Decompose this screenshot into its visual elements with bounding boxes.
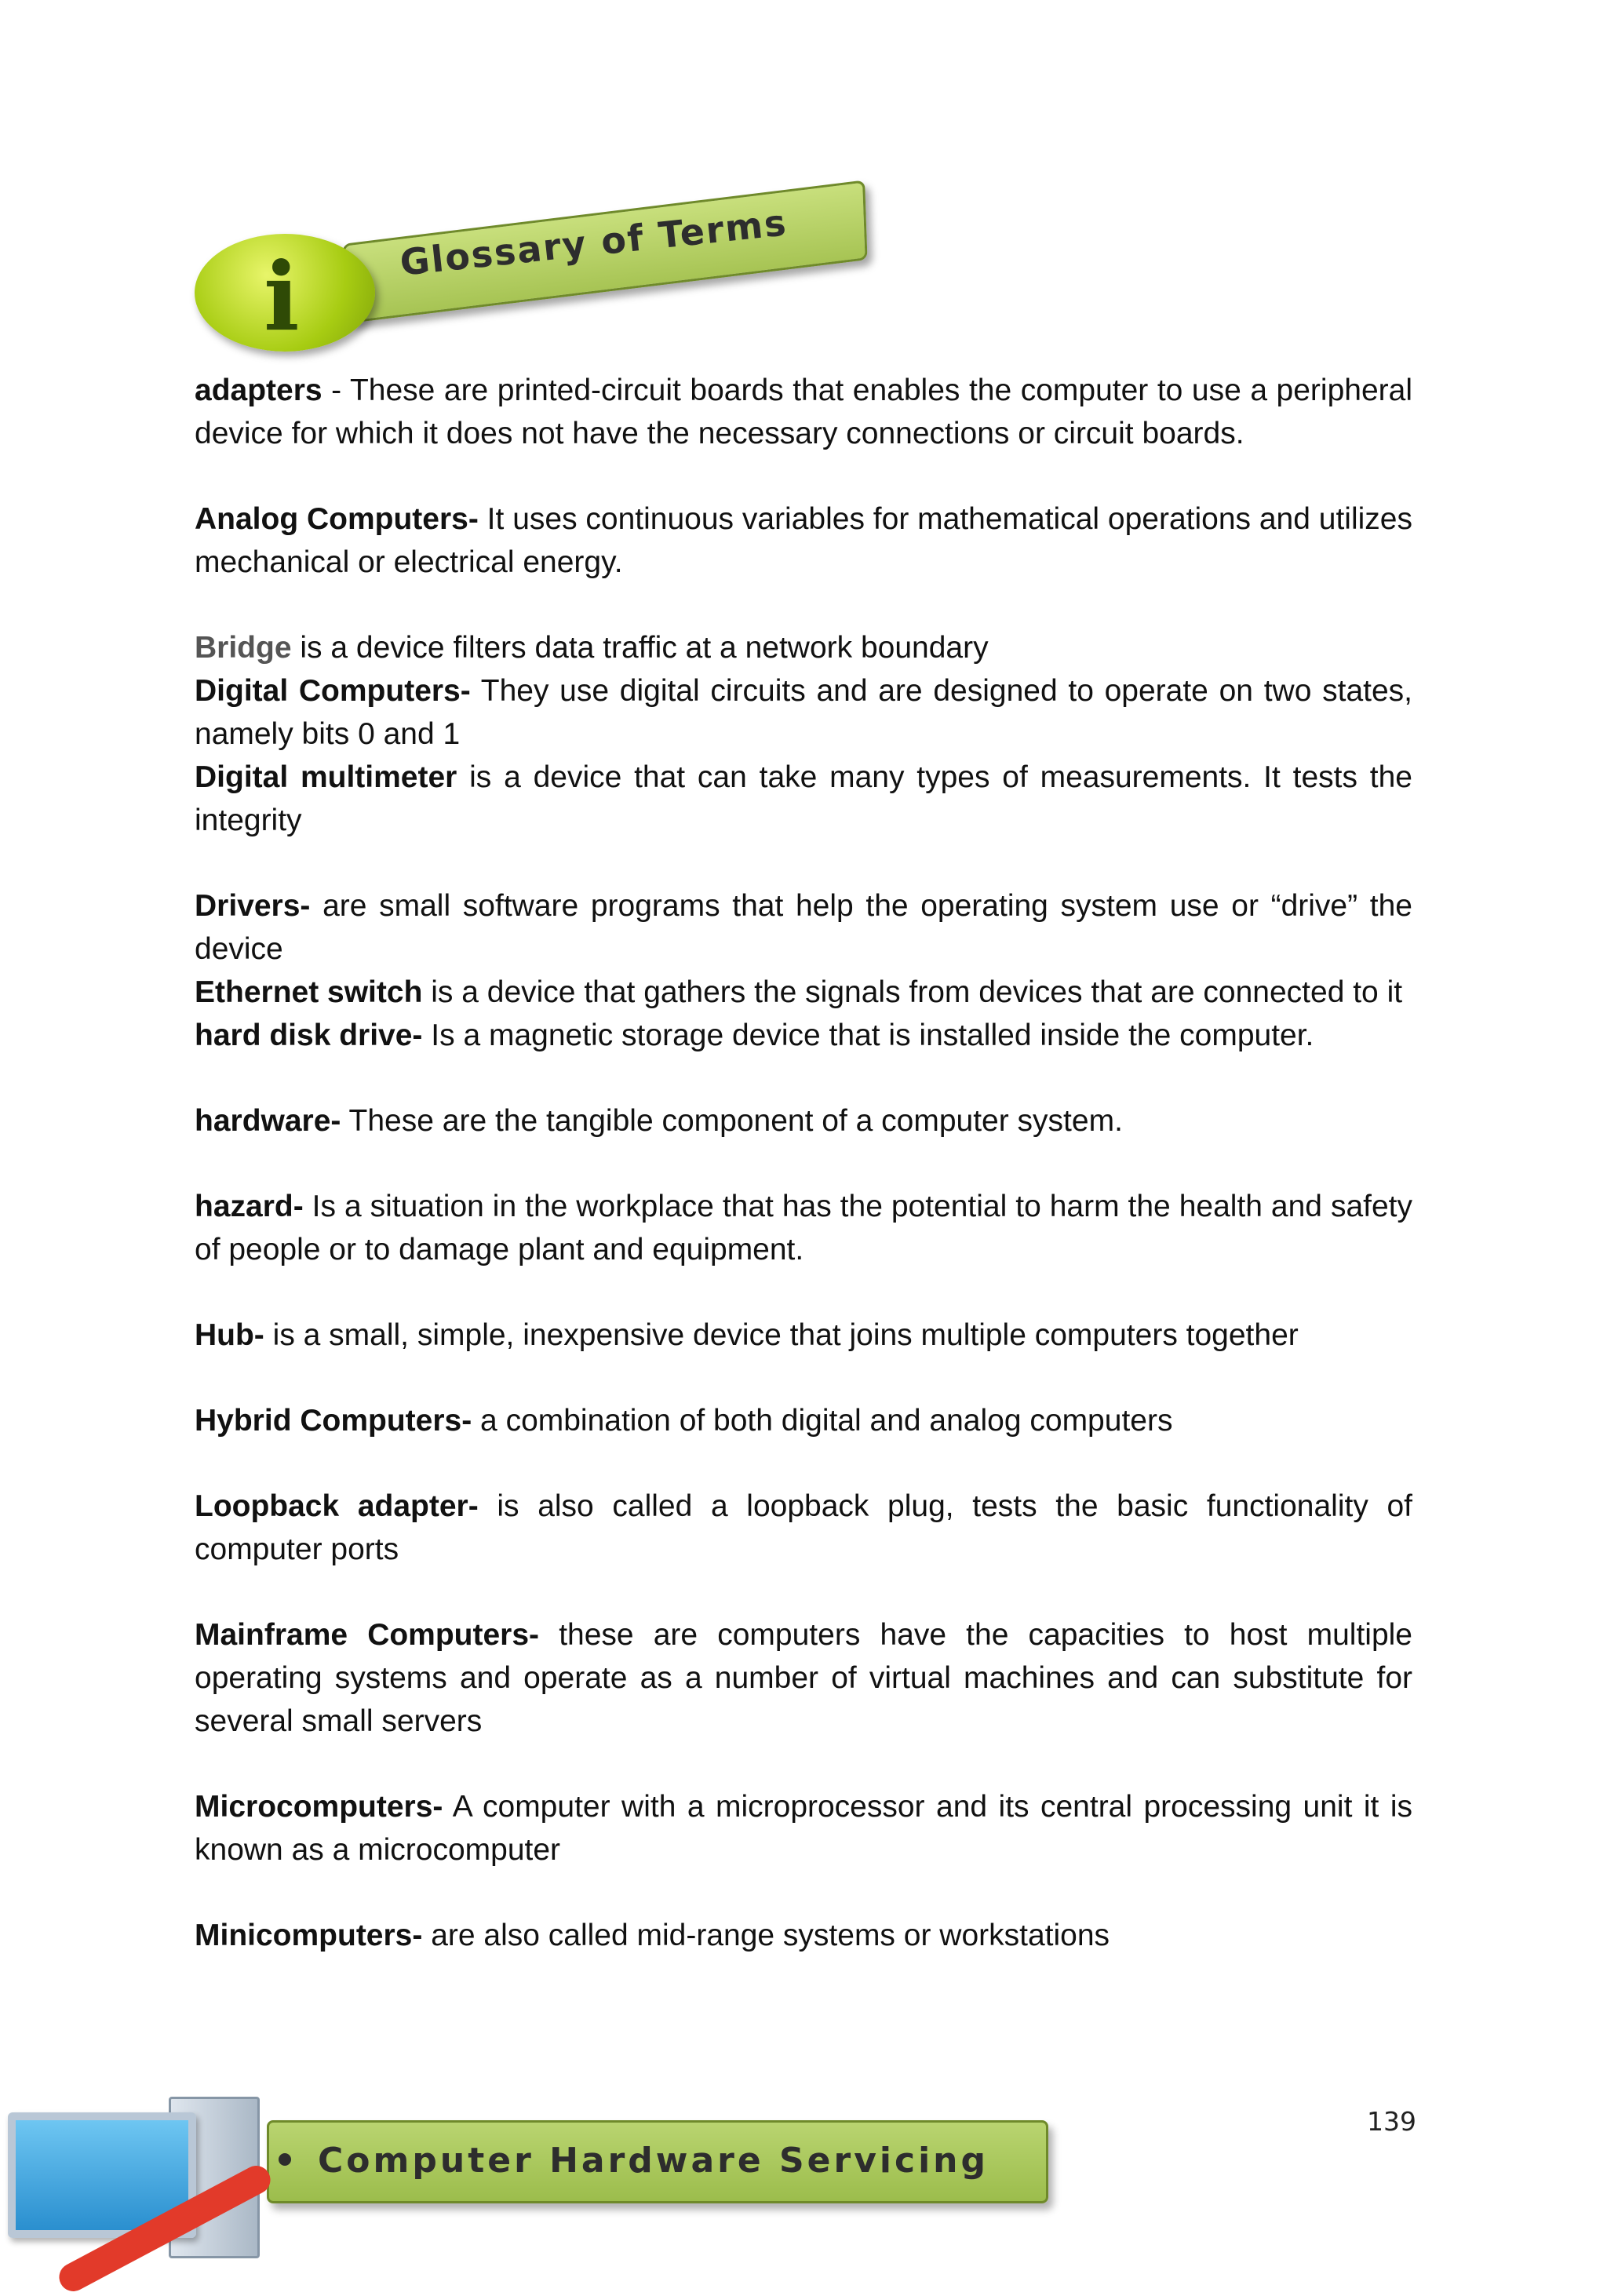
glossary-definition: is a device that can take many types of measurements. It tests the integrity [195,760,1412,837]
glossary-term: Minicomputers- [195,1919,423,1952]
glossary-entry [195,1099,1412,1143]
glossary-definition: is a device filters data traffic at a network boundary [291,631,989,665]
glossary-term: Hybrid Computers- [195,1404,472,1438]
glossary-definition: They use digital circuits and are designed to operate on two states, namely bits 0 and 1 [195,674,1412,751]
glossary-entry [195,369,1412,455]
glossary-definition: are also called mid-range systems or workstations [422,1919,1110,1952]
glossary-definition: A computer with a microprocessor and its central processing unit it is known as a microcomputer [195,1790,1412,1867]
glossary-term: Loopback adapter- [195,1489,479,1523]
bullet-icon [279,2153,291,2166]
glossary-term: Digital Computers- [195,674,471,708]
glossary-definition: are small software programs that help the operating system use or “drive” the device [195,889,1412,966]
glossary-term: Analog Computers- [195,502,479,536]
glossary-definition: Is a magnetic storage device that is installed inside the computer. [422,1019,1314,1052]
glossary-definition: Is a situation in the workplace that has the potential to harm the health and safety of people or to damage plant and equipment. [195,1190,1412,1266]
glossary-entry [195,669,1412,756]
info-icon [195,234,375,352]
glossary-entry [195,497,1412,584]
glossary-definition: - These are printed-circuit boards that enables the computer to use a peripheral device for which it does not have the necessary connections or circuit boards. [195,374,1412,450]
glossary-term: Mainframe Computers- [195,1618,540,1652]
glossary-term: Drivers- [195,889,311,923]
glossary-entry [195,1613,1412,1743]
glossary-term: hard disk drive- [195,1019,423,1052]
glossary-entry [195,1399,1412,1442]
glossary-term: adapters [195,374,322,407]
glossary-definition: It uses continuous variables for mathematical operations and utilizes mechanical or electrical energy. [195,502,1412,579]
glossary-entry [195,1485,1412,1571]
page-number: 139 [1367,2106,1416,2137]
glossary-term: hardware- [195,1104,341,1138]
glossary-list [195,369,1412,1957]
glossary-entry [195,626,1412,669]
glossary-definition: is also called a loopback plug, tests the basic functionality of computer ports [195,1489,1412,1566]
glossary-definition: These are the tangible component of a computer system. [341,1104,1123,1138]
glossary-entry [195,1014,1412,1057]
info-letter-glyph: i [264,242,300,352]
glossary-entry [195,1185,1412,1271]
glossary-term: Digital multimeter [195,760,457,794]
footer-title: Computer Hardware Servicing [318,2141,989,2181]
glossary-definition: is a device that gathers the signals from devices that are connected to it [422,975,1403,1009]
glossary-definition: is a small, simple, inexpensive device that joins multiple computers together [264,1318,1299,1352]
page-title: Glossary of Terms [398,201,789,284]
glossary-entry [195,884,1412,971]
glossary-term: Hub- [195,1318,264,1352]
glossary-term: Ethernet switch [195,975,423,1009]
glossary-entry [195,971,1412,1014]
glossary-term: Microcomputers- [195,1790,443,1824]
glossary-term: hazard- [195,1190,304,1223]
glossary-definition: a combination of both digital and analog computers [472,1404,1173,1438]
glossary-entry [195,1314,1412,1357]
glossary-entry [195,1785,1412,1871]
glossary-entry [195,756,1412,842]
footer-banner [8,2097,1051,2269]
glossary-term: Bridge [195,631,292,665]
glossary-entry [195,1914,1412,1957]
glossary-definition: these are computers have the capacities to host multiple operating systems and operate as a number of virtual machines and can substitute for several small servers [195,1618,1413,1738]
glossary-banner [195,202,877,359]
